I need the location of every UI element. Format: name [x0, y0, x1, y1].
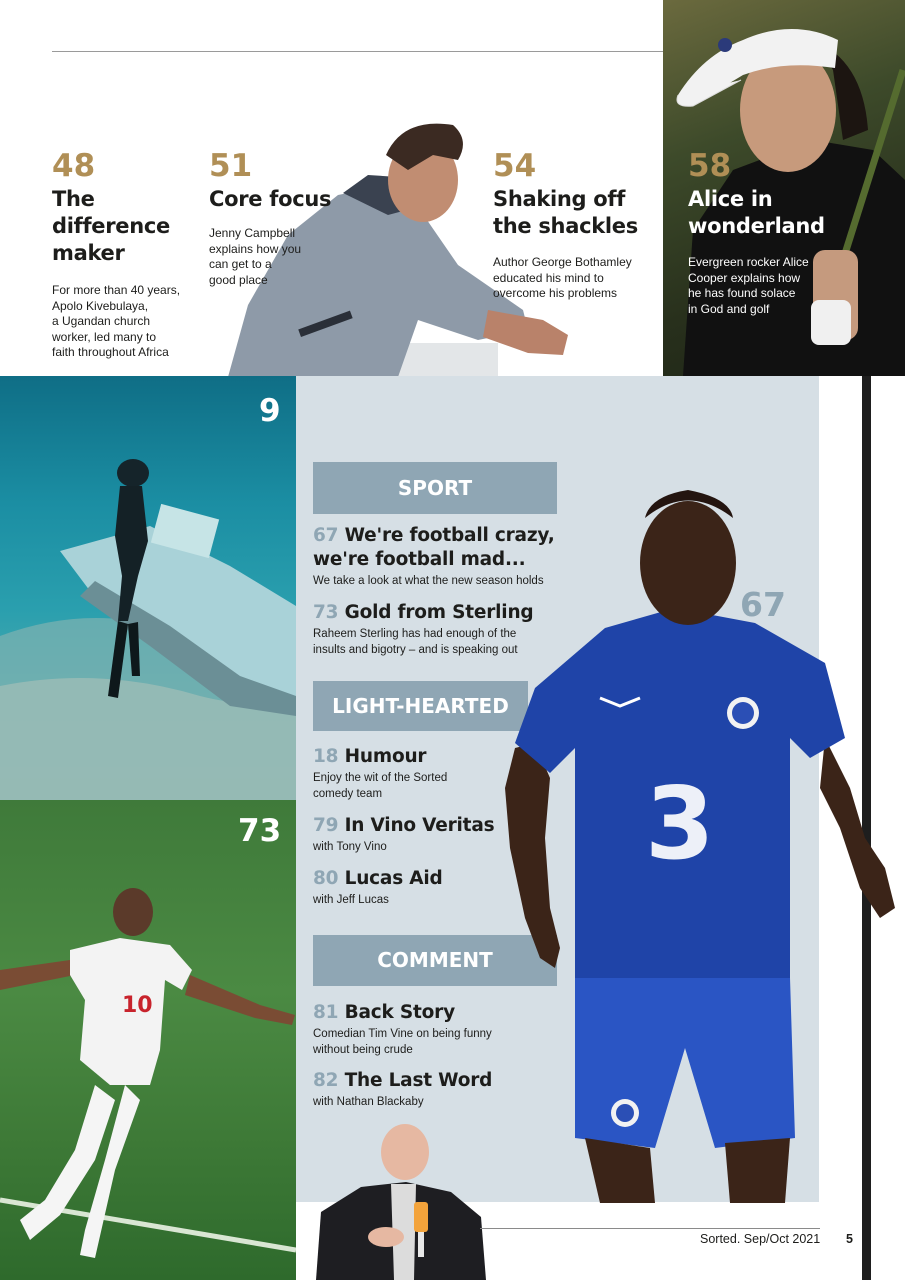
- desc-line: Evergreen rocker Alice: [688, 255, 809, 269]
- feature-number: 54: [493, 148, 537, 184]
- feature-48[interactable]: [52, 148, 202, 361]
- title-line: wonderland: [688, 214, 825, 238]
- item-page-number: 79: [313, 815, 339, 836]
- feature-title: [493, 186, 658, 240]
- title-line: Shaking off: [493, 187, 626, 211]
- item-page-number: 82: [313, 1070, 339, 1091]
- desc-line: good place: [209, 272, 268, 287]
- title-line: The Last Word: [344, 1070, 493, 1091]
- desc-line: can get to a: [209, 257, 272, 271]
- feature-desc: [493, 255, 658, 302]
- sterling-shirt-number: 10: [122, 993, 153, 1018]
- feature-number: 58: [688, 148, 732, 184]
- item-title: [313, 814, 533, 838]
- feature-51[interactable]: [209, 148, 339, 288]
- contents-item-80[interactable]: [313, 867, 533, 909]
- desc-line: Jenny Campbell: [209, 226, 296, 240]
- page-number: 5: [846, 1232, 853, 1246]
- desc-line: insults and bigotry – and is speaking out: [313, 643, 518, 656]
- item-desc: [313, 771, 533, 802]
- desc-line: without being crude: [313, 1043, 413, 1056]
- desc-line: Enjoy the wit of the Sorted: [313, 772, 448, 784]
- nathan-blackaby-photo: [316, 1122, 486, 1280]
- diver-photo: [0, 376, 296, 800]
- desc-line: with Tony Vino: [313, 841, 387, 853]
- desc-line: with Jeff Lucas: [313, 894, 389, 906]
- desc-line: educated his mind to: [493, 270, 604, 285]
- kante-page-number: 67: [740, 585, 786, 624]
- feature-title: [209, 186, 339, 213]
- title-line: Lucas Aid: [344, 868, 443, 889]
- title-line: Core focus: [209, 187, 332, 211]
- title-line: In Vino Veritas: [344, 815, 495, 836]
- feature-desc: [688, 255, 838, 317]
- sterling-photo: [0, 800, 296, 1280]
- title-line: Back Story: [344, 1002, 455, 1023]
- desc-line: faith throughout Africa: [52, 345, 169, 359]
- desc-line: he has found solace: [688, 286, 796, 300]
- section-header-light-hearted: LIGHT-HEARTED: [313, 681, 528, 731]
- item-page-number: 80: [313, 868, 339, 889]
- item-page-number: 73: [313, 602, 339, 623]
- issue-label: Sorted. Sep/Oct 2021: [700, 1232, 821, 1246]
- title-line: We're football crazy,: [344, 525, 555, 546]
- title-line: Alice in: [688, 187, 773, 211]
- desc-line: with Nathan Blackaby: [313, 1096, 424, 1108]
- feature-title: [52, 186, 202, 267]
- title-line: difference: [52, 214, 170, 238]
- desc-line: For more than 40 years,: [52, 283, 181, 297]
- feature-title: [688, 186, 838, 240]
- feature-desc: [209, 226, 339, 288]
- desc-line: worker, led many to: [52, 329, 157, 344]
- feature-number: 51: [209, 148, 253, 184]
- title-line: Gold from Sterling: [344, 602, 534, 623]
- desc-line: Raheem Sterling has had enough of the: [313, 628, 517, 640]
- title-line: maker: [52, 241, 125, 265]
- item-page-number: 81: [313, 1002, 339, 1023]
- sterling-page-number: 73: [238, 813, 282, 849]
- desc-line: Author George Bothamley: [493, 255, 632, 269]
- section-header-comment: COMMENT: [313, 935, 557, 986]
- item-page-number: 18: [313, 746, 339, 767]
- top-rule: [52, 51, 664, 52]
- kante-photo: [505, 488, 900, 1203]
- contents-item-79[interactable]: [313, 814, 533, 856]
- desc-line: comedy team: [313, 787, 383, 800]
- title-line: Humour: [344, 746, 427, 767]
- desc-line: Cooper explains how: [688, 270, 801, 285]
- title-line: the shackles: [493, 214, 638, 238]
- desc-line: a Ugandan church: [52, 314, 151, 328]
- feature-58[interactable]: [688, 148, 838, 317]
- desc-line: We take a look at what the new season holds: [313, 575, 544, 587]
- desc-line: Comedian Tim Vine on being funny: [313, 1028, 492, 1040]
- desc-line: in God and golf: [688, 301, 770, 316]
- item-title: [313, 867, 533, 891]
- diver-page-number: 9: [259, 393, 281, 429]
- desc-line: Apolo Kivebulaya,: [52, 298, 149, 313]
- feature-number: 48: [52, 148, 96, 184]
- item-desc: [313, 893, 533, 909]
- title-line: we're football mad...: [313, 549, 526, 570]
- item-desc: [313, 840, 533, 856]
- kante-shirt-sponsor-number: 3: [645, 765, 715, 882]
- item-title: [313, 745, 533, 769]
- item-page-number: 67: [313, 525, 339, 546]
- contents-item-18[interactable]: [313, 745, 533, 802]
- feature-desc: [52, 283, 202, 361]
- desc-line: explains how you: [209, 241, 302, 256]
- footer-rule: [480, 1228, 820, 1229]
- feature-54[interactable]: [493, 148, 658, 302]
- section-header-sport: SPORT: [313, 462, 557, 514]
- title-line: The: [52, 187, 95, 211]
- desc-line: overcome his problems: [493, 286, 618, 300]
